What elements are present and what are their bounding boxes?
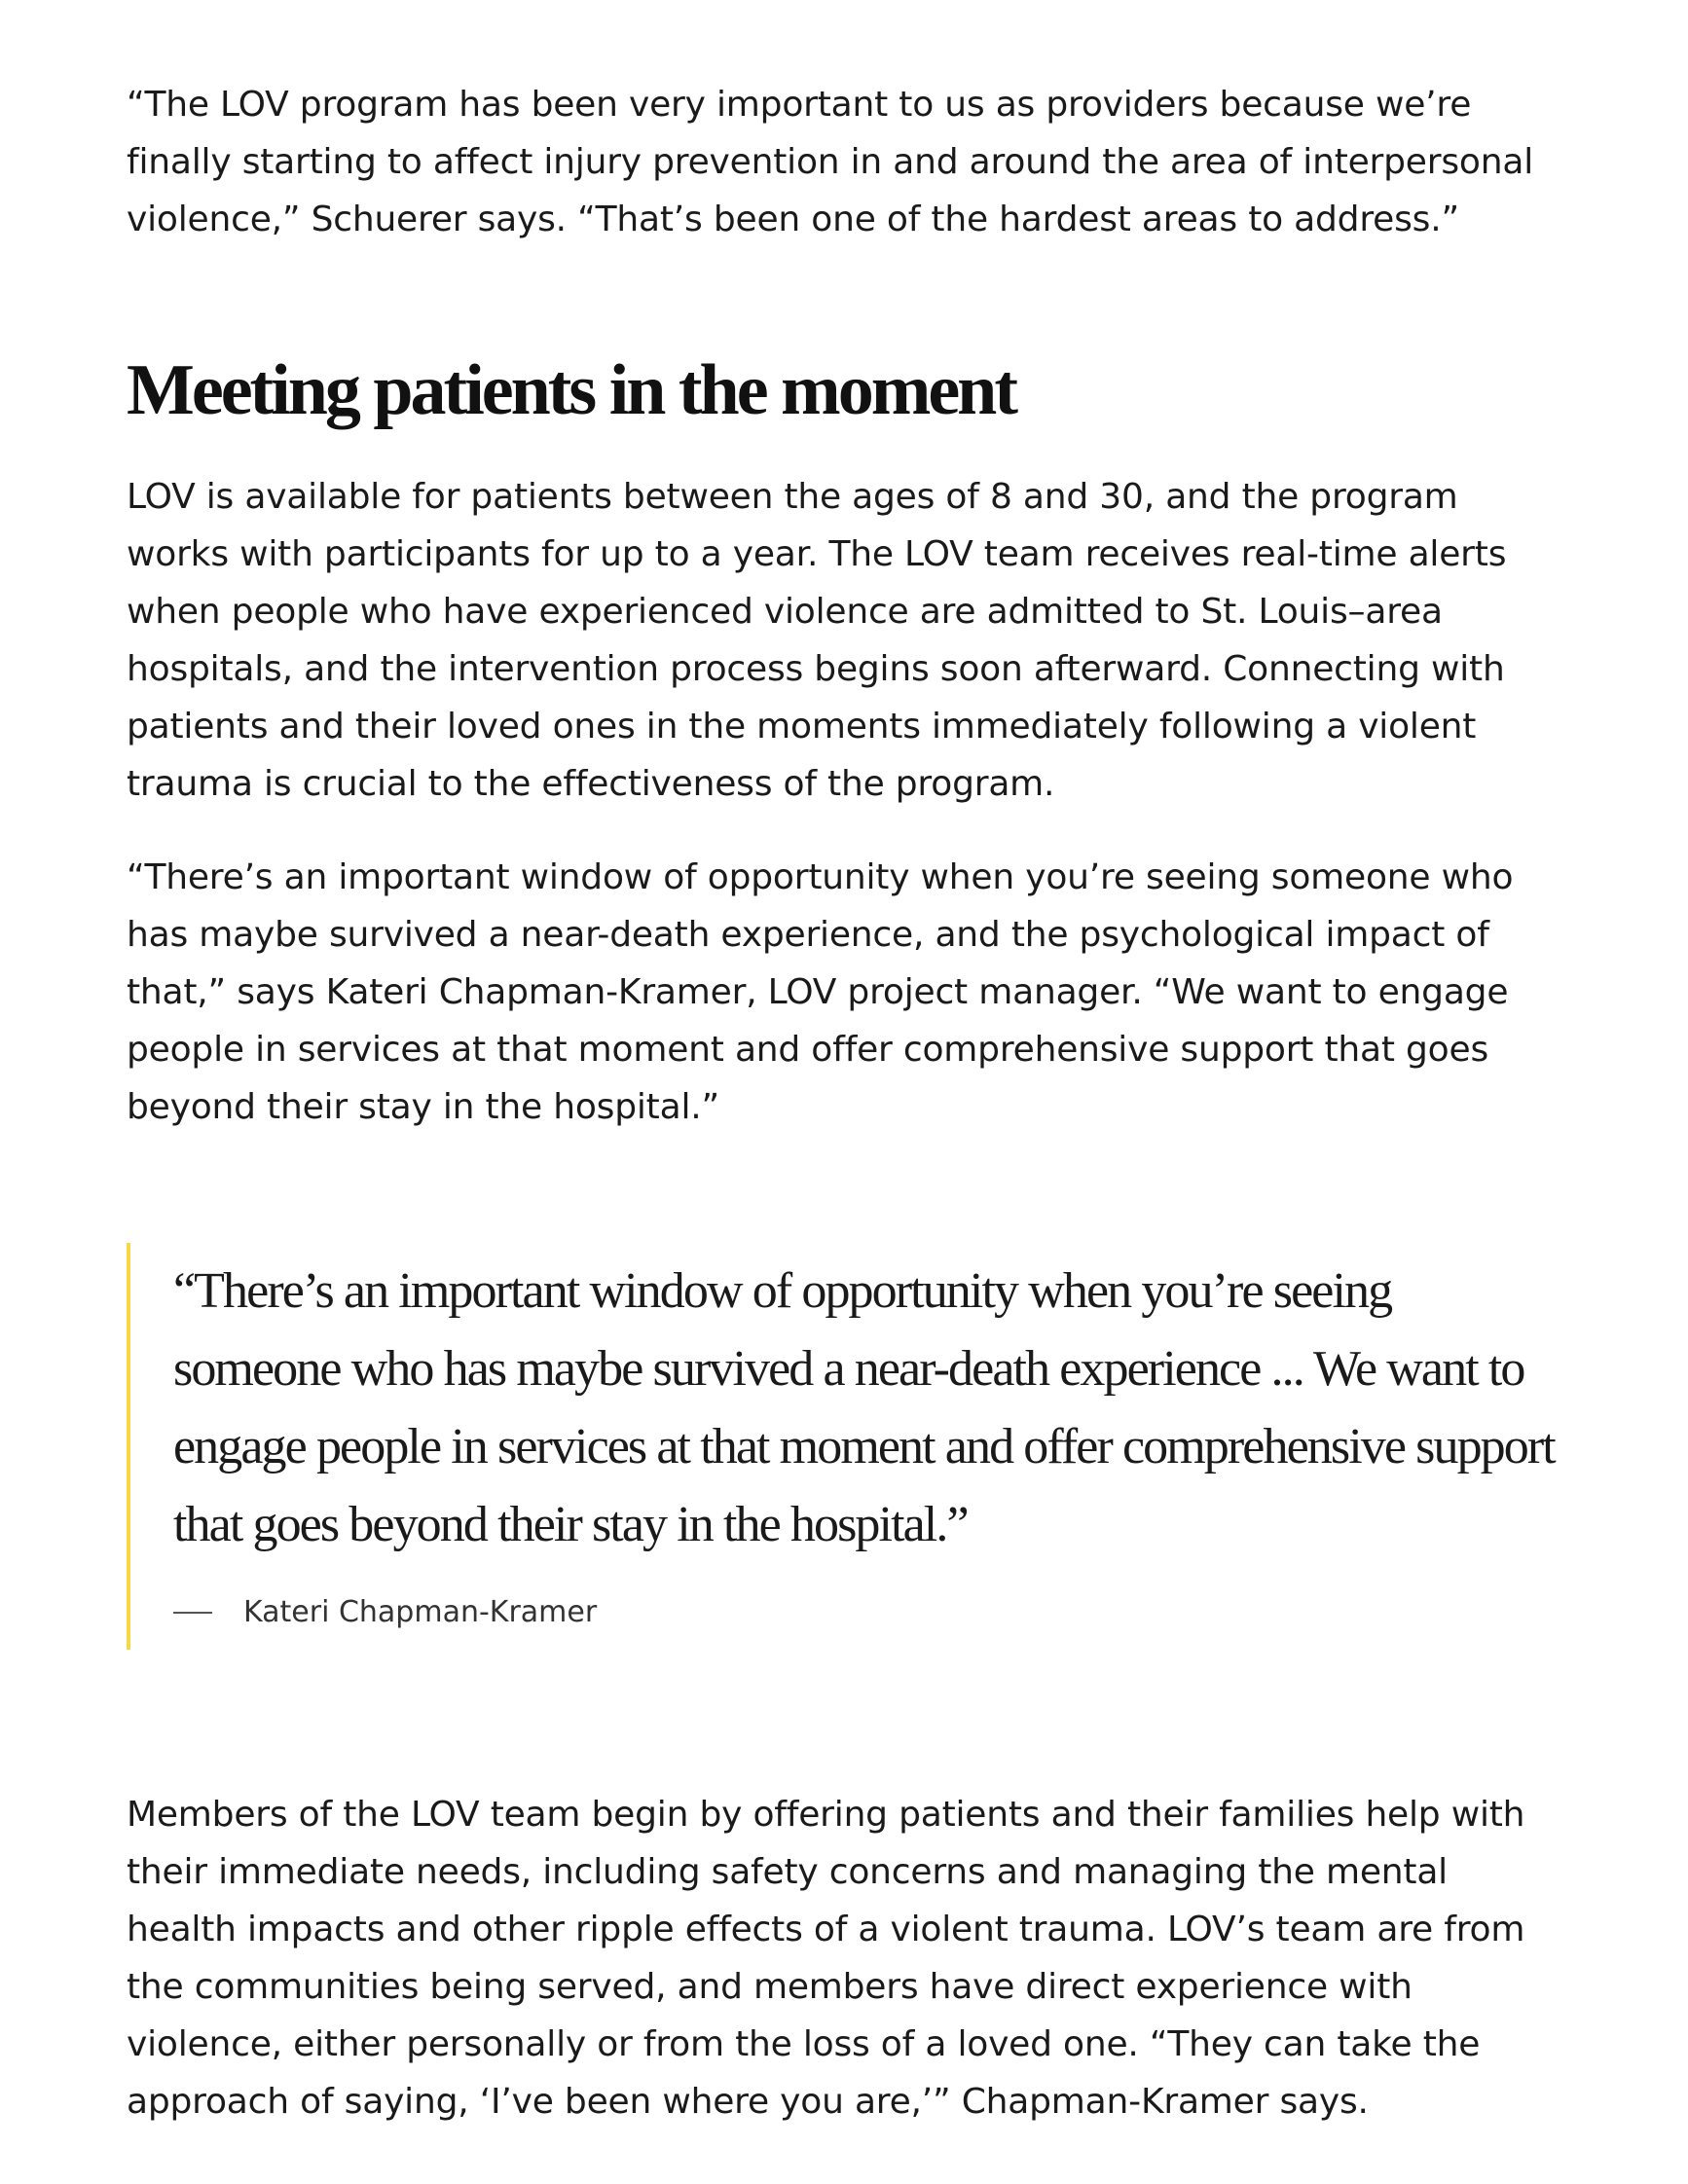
body-paragraph: “There’s an important window of opportunity when you’re seeing someone who has maybe survived a near-death experience, and the psychological impact of that,” says Kateri Chapman-Kramer, LOV project manager. “We want to engage people in services at that moment and offer comprehensive support that goes beyond their stay in the hospital.” <box>127 857 1514 1127</box>
attribution-name: Kateri Chapman-Kramer <box>243 1595 598 1629</box>
intro-paragraph: “The LOV program has been very important to us as providers because we’re finally starting to affect injury prevention in and around the area of interpersonal violence,” Schuerer says. “That’s been one of the hardest areas to address.” <box>127 85 1534 239</box>
article-body <box>127 76 1558 2166</box>
pull-quote <box>127 1243 1558 1650</box>
closing-paragraph: Members of the LOV team begin by offering patients and their families help with their immediate needs, including safety concerns and managing the mental health impacts and other ripple effects of a violent trauma. LOV’s team are from the communities being served, and members have direct experience with violence, either personally or from the loss of a loved one. “They can take the approach of saying, ‘I’ve been where you are,’” Chapman-Kramer says. <box>127 1795 1525 2122</box>
pull-quote-attribution <box>173 1593 1558 1632</box>
body-paragraph: LOV is available for patients between the ages of 8 and 30, and the program works with participants for up to a year. The LOV team receives real-time alerts when people who have experienced violence are admitted to St. Louis–area hospitals, and the intervention process begins soon afterward. Connecting with patients and their loved ones in the moments immediately following a violent trauma is crucial to the effectiveness of the program. <box>127 477 1507 804</box>
pull-quote-text: “There’s an important window of opportunity when you’re seeing someone who has maybe survived a near-death experience ... We want to engage people in services at that moment and offer comprehensive support that goes beyond their stay in the hospital.” <box>173 1263 1555 1552</box>
dash-divider <box>173 1612 212 1614</box>
section-heading: Meeting patients in the moment <box>127 350 1015 430</box>
